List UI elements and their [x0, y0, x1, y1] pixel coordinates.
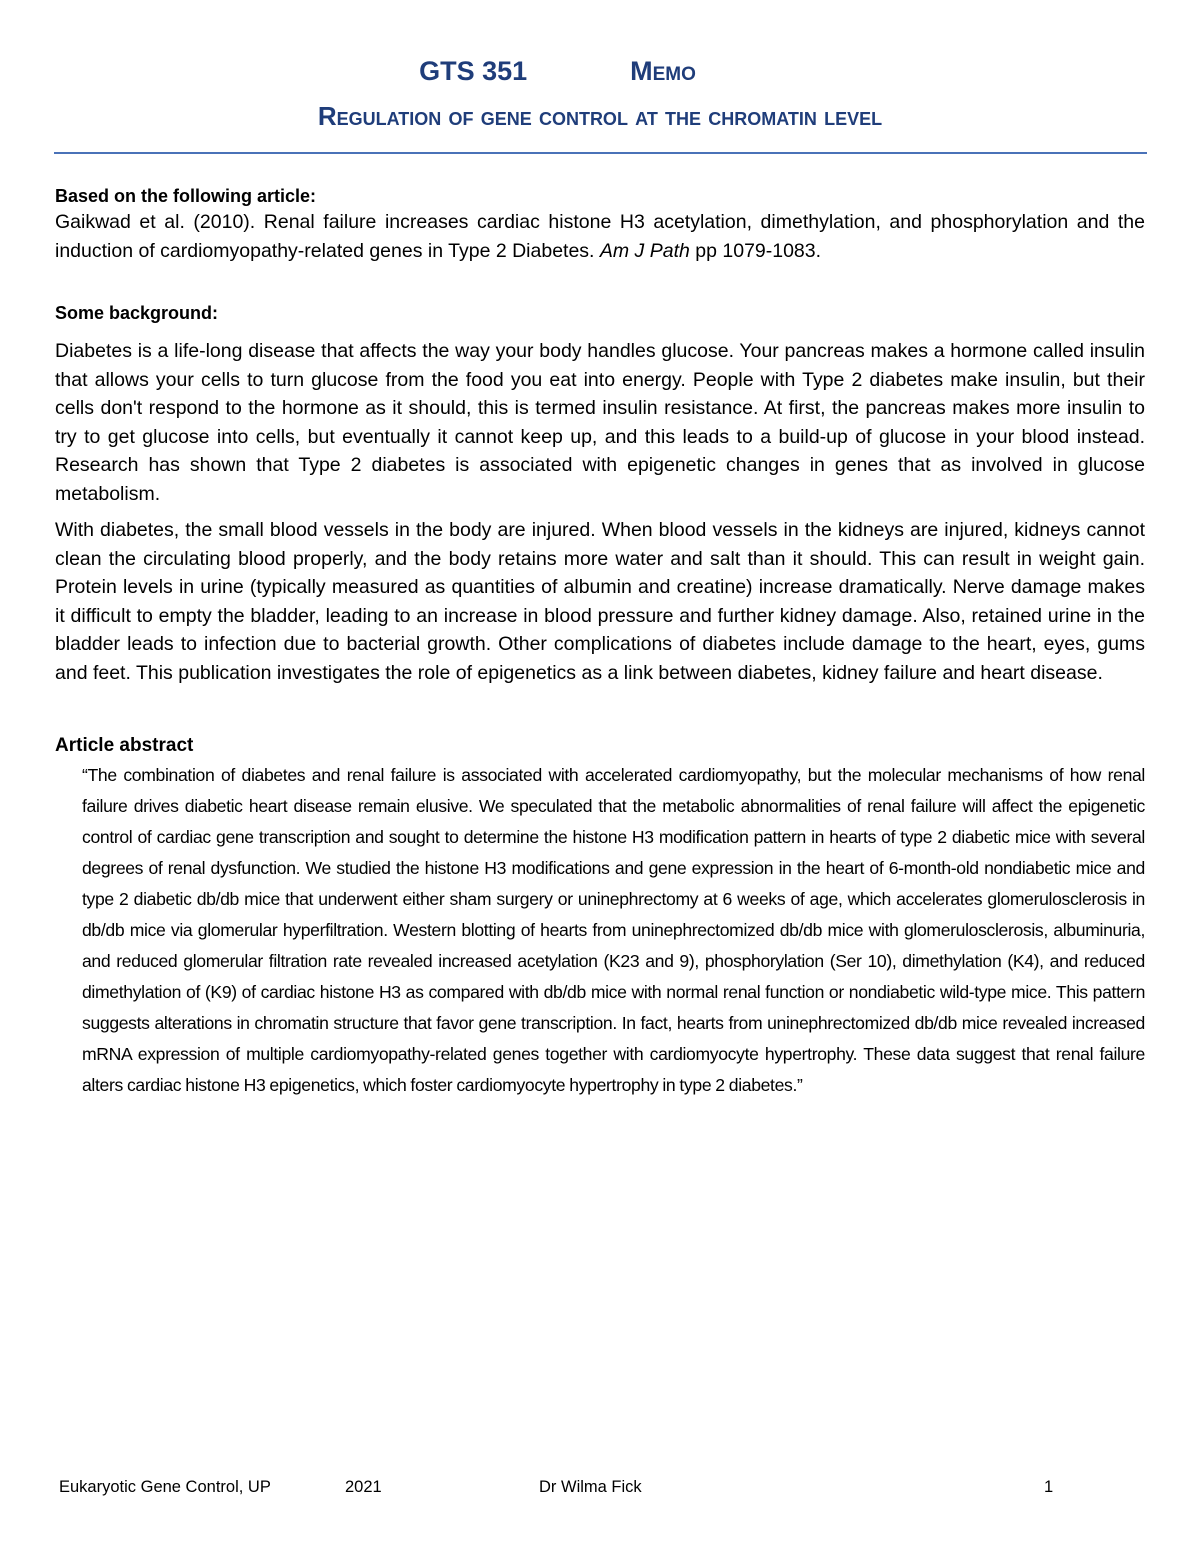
- abstract-text: “The combination of diabetes and renal failure is associated with accelerated cardiomyopathy, but the molecular mechanisms of how renal failure drives diabetic heart disease remain elusive. We speculated that the metabolic abnormalities of renal failure will affect the epigenetic control of cardiac gene transcription and sought to determine the histone H3 modification pattern in hearts of type 2 diabetic mice with several degrees of renal dysfunction. We studied the histone H3 modifications and gene expression in the heart of 6-month-old nondiabetic mice and type 2 diabetic db/db mice that underwent either sham surgery or uninephrectomy at 6 weeks of age, which accelerates glomerulosclerosis in db/db mice via glomerular hyperfiltration. Western blotting of hearts from uninephrectomized db/db mice with glomerulosclerosis, albuminuria, and reduced glomerular filtration rate revealed increased acetylation (K23 and 9), phosphorylation (Ser 10), dimethylation (K4), and reduced dimethylation of (K9) of cardiac histone H3 as compared with db/db mice with normal renal function or nondiabetic wild-type mice. This pattern suggests alterations in chromatin structure that favor gene transcription. In fact, hearts from uninephrectomized db/db mice revealed increased mRNA expression of multiple cardiomyopathy-related genes together with cardiomyocyte hypertrophy. These data suggest that renal failure alters cardiac histone H3 epigenetics, which foster cardiomyocyte hypertrophy in type 2 diabetes.”: [82, 765, 1145, 1095]
- citation-text: Gaikwad et al. (2010). Renal failure increases cardiac histone H3 acetylation, dimethylation, and phosphorylation and the induction of cardiomyopathy-related genes in Type 2 Diabetes.: [55, 211, 1145, 262]
- citation-pages: pp 1079-1083.: [695, 240, 822, 262]
- memo-label: Memo: [630, 56, 696, 86]
- article-heading: Based on the following article:: [55, 186, 317, 206]
- background-paragraph-1: Diabetes is a life-long disease that affects the way your body handles glucose. Your pancreas makes a hormone called insulin that allows your cells to turn glucose from the food you eat into energy. People with Type 2 diabetes make insulin, but their cells don't respond to the hormone as it should, this is termed insulin resistance. At first, the pancreas makes more insulin to try to get glucose into cells, but eventually it cannot keep up, and this leads to a build-up of glucose in your blood instead. Research has shown that Type 2 diabetes is associated with epigenetic changes in genes that as involved in glucose metabolism.: [55, 340, 1145, 505]
- page-number: 1: [1044, 1478, 1054, 1496]
- background-heading: Some background:: [55, 303, 219, 323]
- footer-author: Dr Wilma Fick: [539, 1478, 642, 1496]
- abstract-heading: Article abstract: [55, 735, 194, 756]
- course-code: GTS 351: [419, 56, 528, 86]
- document-title: [0, 56, 1200, 87]
- document-body: [55, 184, 1145, 1101]
- document-subtitle: Regulation of gene control at the chromatin level: [317, 101, 883, 131]
- footer-course: Eukaryotic Gene Control, UP: [59, 1478, 271, 1496]
- footer-year: 2021: [345, 1478, 382, 1496]
- journal-name: Am J Path: [599, 240, 690, 262]
- article-citation: [55, 208, 1145, 266]
- title-divider: [54, 152, 1147, 154]
- background-paragraph-2: With diabetes, the small blood vessels in the body are injured. When blood vessels in the kidneys are injured, kidneys cannot clean the circulating blood properly, and the body retains more water and salt than it should. This can result in weight gain. Protein levels in urine (typically measured as quantities of albumin and creatine) increase dramatically. Nerve damage makes it difficult to empty the bladder, leading to an increase in blood pressure and further kidney damage. Also, retained urine in the bladder leads to infection due to bacterial growth. Other complications of diabetes include damage to the heart, eyes, gums and feet. This publication investigates the role of epigenetics as a link between diabetes, kidney failure and heart disease.: [55, 519, 1145, 684]
